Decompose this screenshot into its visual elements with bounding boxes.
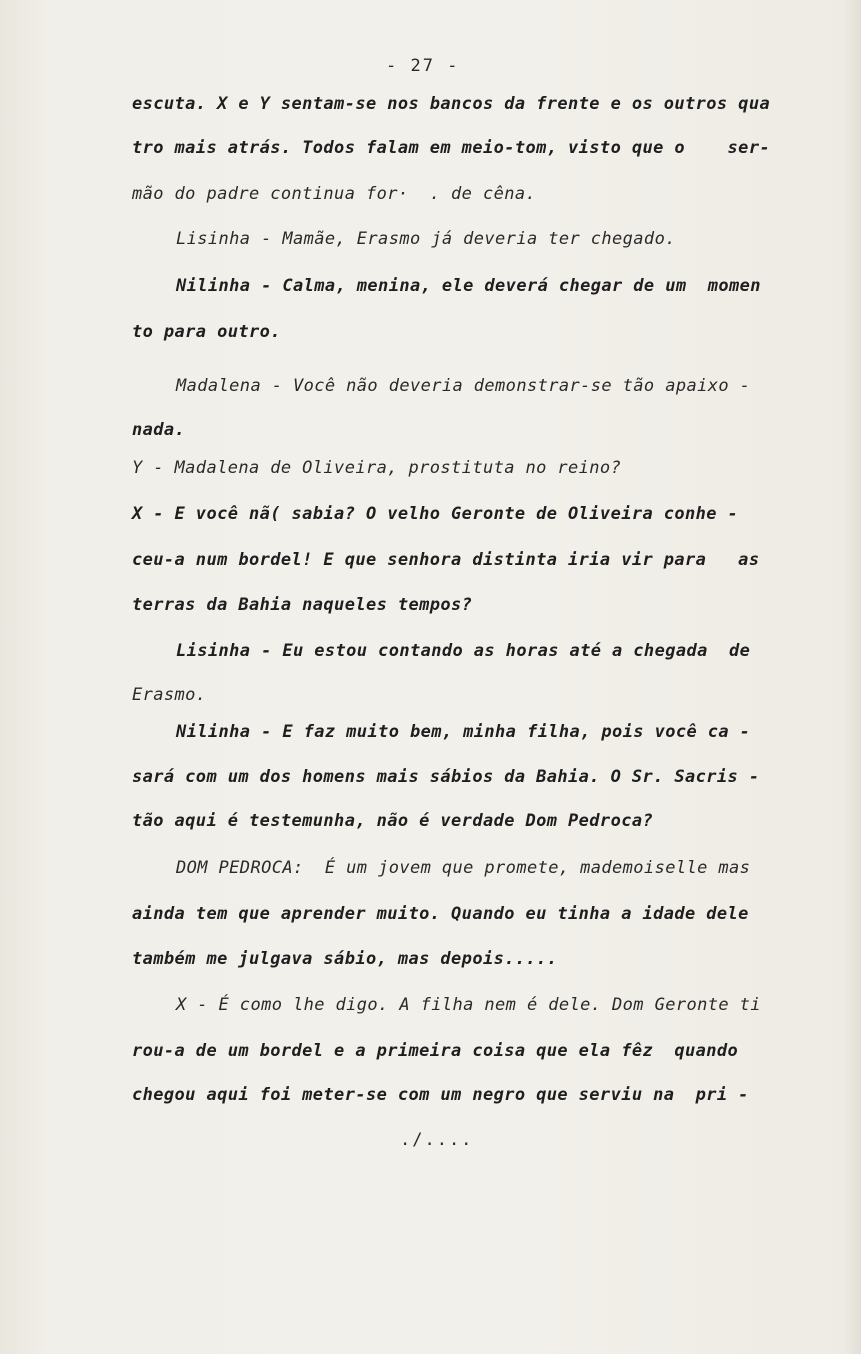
text-line-13: Lisinha - Eu estou contando as horas até a chegada de [176, 641, 751, 661]
text-line-17: tão aqui é testemunha, não é verdade Dom Pedroca? [132, 811, 654, 831]
text-line-22: rou-a de um bordel e a primeira coisa que ela fêz quando [132, 1041, 739, 1061]
continuation-mark: ./.... [400, 1130, 474, 1150]
text-line-23: chegou aqui foi meter-se com um negro que serviu na pri - [132, 1085, 749, 1105]
text-line-12: terras da Bahia naqueles tempos? [132, 595, 473, 615]
text-line-3: mão do padre continua for· . de cêna. [132, 184, 537, 204]
text-line-19: ainda tem que aprender muito. Quando eu tinha a idade dele [132, 904, 749, 924]
text-line-5: Nilinha - Calma, menina, ele deverá chegar de um momen [176, 276, 761, 296]
text-line-7: Madalena - Você não deveria demonstrar-se tão apaixo - [176, 376, 751, 396]
text-line-21: X - É como lhe digo. A filha nem é dele. Dom Geronte ti [176, 995, 761, 1015]
text-line-6: to para outro. [132, 322, 281, 342]
text-line-10: X - E você nã( sabia? O velho Geronte de Oliveira conhe - [132, 504, 739, 524]
text-line-15: Nilinha - E faz muito bem, minha filha, pois você ca - [176, 722, 751, 742]
text-line-1: escuta. X e Y sentam-se nos bancos da frente e os outros qua [132, 94, 771, 114]
text-line-8: nada. [132, 420, 186, 440]
text-line-4: Lisinha - Mamãe, Erasmo já deveria ter chegado. [176, 229, 676, 249]
text-line-9: Y - Madalena de Oliveira, prostituta no reino? [132, 458, 622, 478]
text-line-11: ceu-a num bordel! E que senhora distinta iria vir para as [132, 550, 760, 570]
text-line-2: tro mais atrás. Todos falam em meio-tom, visto que o ser- [132, 138, 771, 158]
page-number: - 27 - [386, 56, 460, 76]
text-line-16: sará com um dos homens mais sábios da Bahia. O Sr. Sacris - [132, 767, 760, 787]
text-line-18: DOM PEDROCA: É um jovem que promete, mademoiselle mas [176, 858, 751, 878]
page-edge-shadow [843, 0, 861, 1354]
text-line-14: Erasmo. [132, 685, 207, 705]
text-line-20: também me julgava sábio, mas depois..... [132, 949, 558, 969]
